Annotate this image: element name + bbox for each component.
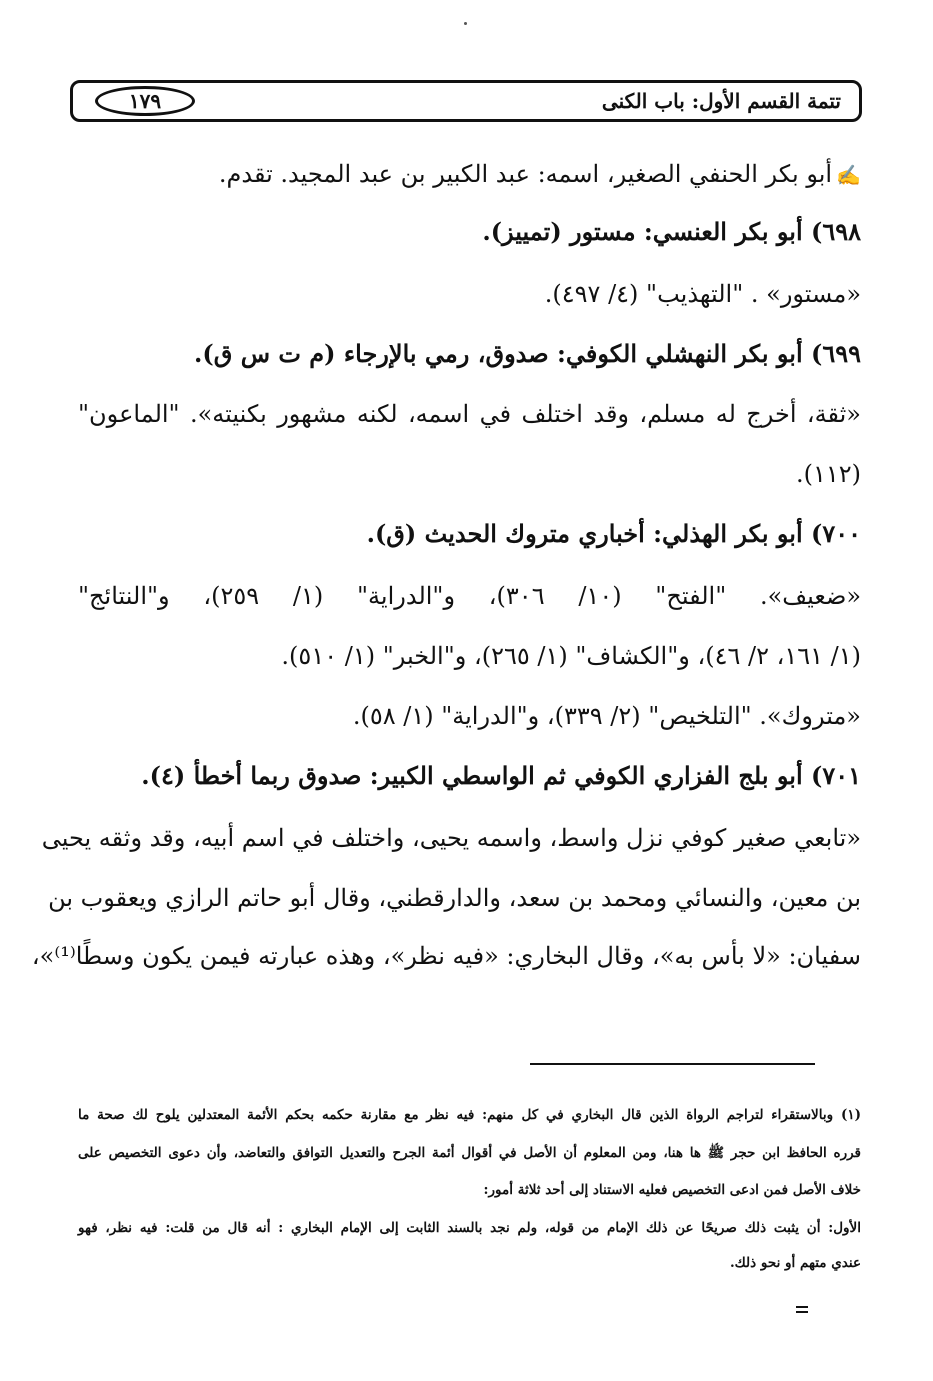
continuation-mark bbox=[796, 1306, 808, 1308]
body-line-9: (١/ ١٦١، ٢/ ٤٦)، و"الكشاف" (١/ ٢٦٥)، و"الخبر" (١/ ٥١٠). bbox=[281, 642, 861, 670]
entry-701: ٧٠١) أبو بلج الفزاري الكوفي ثم الواسطي الكبير: صدوق ربما أخطأ (٤). bbox=[141, 761, 861, 790]
footnote-line-3: خلاف الأصل فمن ادعى التخصيص فعليه الاستناد إلى أحد ثلاثة أمور: bbox=[483, 1182, 861, 1198]
footnote-line-1: (١) وبالاستقراء لتراجم الرواة الذين قال البخاري في كل منهم: فيه نظر مع مقارنة حكمه بحكم الأئمة المعتدلين يلوح لك صحة ما bbox=[78, 1107, 861, 1123]
entry-698: ٦٩٨) أبو بكر العنسي: مستور (تمييز). bbox=[482, 217, 861, 246]
body-line-6: (١١٢). bbox=[795, 460, 861, 488]
scan-speck bbox=[464, 22, 467, 25]
body-line-3: «مستور» . "التهذيب" (٤/ ٤٩٧). bbox=[544, 280, 861, 308]
body-line-12: «تابعي صغير كوفي نزل واسط، واسمه يحيى، واختلف في اسم أبيه، وقد وثقه يحيى bbox=[41, 824, 861, 852]
body-line-1: ✍أبو بكر الحنفي الصغير، اسمه: عبد الكبير بن عبد المجيد. تقدم. bbox=[219, 158, 861, 191]
running-header bbox=[70, 80, 862, 122]
page-number: ١٧٩ bbox=[95, 86, 195, 116]
continuation-mark-lower bbox=[796, 1311, 808, 1313]
footnote-line-4: الأول: أن يثبت ذلك صريحًا عن ذلك الإمام من قوله، ولم نجد بالسند الثابت إلى الإمام البخاري : أنه قال من قلت: فيه نظر، فهو bbox=[78, 1220, 861, 1236]
footnote-line-5: عندي متهم أو نحو ذلك. bbox=[729, 1255, 861, 1271]
body-line-8: «ضعيف». "الفتح" (١٠/ ٣٠٦)، و"الدراية" (١/ ٢٥٩)، و"النتائج" bbox=[78, 582, 862, 610]
entry-699: ٦٩٩) أبو بكر النهشلي الكوفي: صدوق، رمي بالإرجاء (م ت س ق). bbox=[194, 339, 861, 368]
entry-700: ٧٠٠) أبو بكر الهذلي: أخباري متروك الحديث (ق). bbox=[366, 519, 861, 548]
pen-note-icon: ✍ bbox=[836, 163, 861, 187]
body-line-14: سفيان: «لا بأس به»، وقال البخاري: «فيه نظر»، وهذه عبارته فيمن يكون وسطًا⁽¹⁾»، bbox=[31, 942, 861, 970]
body-line-13: بن معين، والنسائي ومحمد بن سعد، والدارقطني، وقال أبو حاتم الرازي ويعقوب بن bbox=[48, 884, 861, 912]
header-title: تتمة القسم الأول: باب الكنى bbox=[601, 89, 841, 113]
footnote-line-2: قرره الحافظ ابن حجر ﷺ ها هنا، ومن المعلوم أن الأصل في أقوال أئمة الجرح والتعديل التوافق والتعاضد، وأن دعوى التخصيص على bbox=[78, 1145, 861, 1161]
footnote-separator bbox=[530, 1063, 815, 1065]
body-line-5: «ثقة، أخرج له مسلم، وقد اختلف في اسمه، لكنه مشهور بكنيته». "الماعون" bbox=[78, 400, 861, 428]
body-line-10: «متروك». "التلخيص" (٢/ ٣٣٩)، و"الدراية" (١/ ٥٨). bbox=[352, 702, 861, 730]
